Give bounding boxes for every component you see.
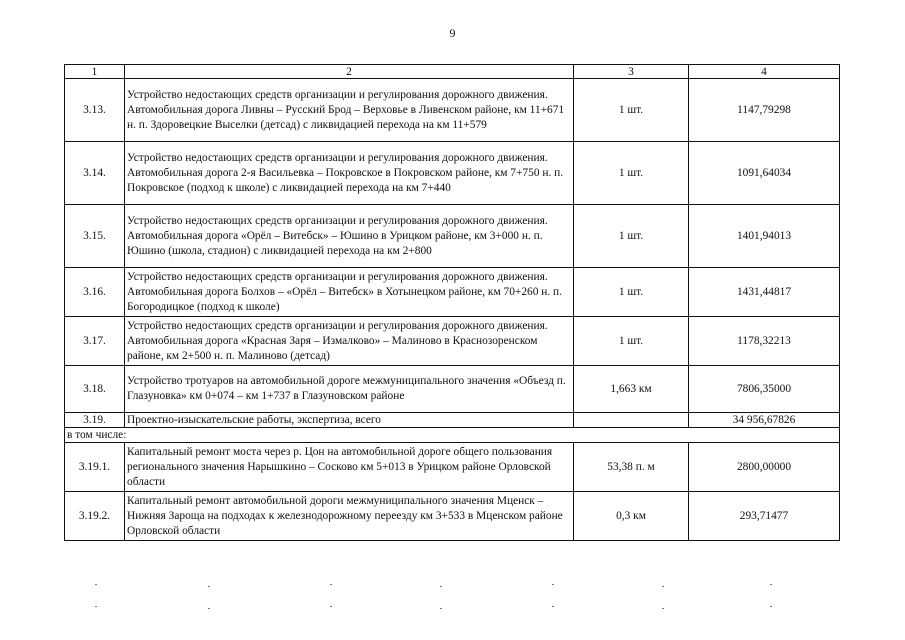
row-description: Проектно-изыскательские работы, экспертиза, всего (125, 413, 574, 428)
row-quantity: 1 шт. (574, 79, 689, 142)
row-number: 3.14. (65, 142, 125, 205)
row-description: Устройство недостающих средств организации и регулирования дорожного движения. Автомобильная дорога «Орёл – Витебск» – Юшино в Урицком районе, км 3+000 н. п. Юшино (школа, стадион) с ликвидацией перехода на км 2+800 (125, 205, 574, 268)
table-row-total (65, 413, 840, 428)
row-quantity: 53,38 п. м (574, 443, 689, 492)
table-subheader-row (65, 428, 840, 443)
table-row (65, 492, 840, 541)
scan-dot (440, 586, 442, 587)
header-col-4: 4 (689, 65, 840, 79)
row-amount: 7806,35000 (689, 366, 840, 413)
row-number: 3.19.2. (65, 492, 125, 541)
row-quantity: 1,663 км (574, 366, 689, 413)
row-number: 3.18. (65, 366, 125, 413)
scan-dot (330, 606, 332, 607)
row-number: 3.16. (65, 268, 125, 317)
scan-dot (330, 584, 332, 585)
row-description: Устройство недостающих средств организации и регулирования дорожного движения. Автомобильная дорога «Красная Заря – Измалково» – Малиново в Краснозоренском районе, км 2+500 н. п. Малиново (детсад) (125, 317, 574, 366)
table-row (65, 366, 840, 413)
row-number: 3.15. (65, 205, 125, 268)
table-row (65, 79, 840, 142)
table-row (65, 317, 840, 366)
row-amount: 1178,32213 (689, 317, 840, 366)
row-number: 3.17. (65, 317, 125, 366)
scan-dot (770, 606, 772, 607)
row-quantity: 1 шт. (574, 317, 689, 366)
row-quantity (574, 413, 689, 428)
row-description: Капитальный ремонт автомобильной дороги межмуниципального значения Мценск – Нижняя Зароща на подходах к железнодорожному переезду км 3+533 в Мценском районе Орловской области (125, 492, 574, 541)
row-description: Устройство недостающих средств организации и регулирования дорожного движения. Автомобильная дорога Болхов – «Орёл – Витебск» в Хотынецком районе, км 70+260 н. п. Богородицкое (подход к школе) (125, 268, 574, 317)
scan-dot (552, 606, 554, 607)
scan-dot (662, 608, 664, 609)
including-label: в том числе: (65, 428, 840, 443)
row-quantity: 1 шт. (574, 142, 689, 205)
scan-noise (0, 582, 905, 622)
row-description: Капитальный ремонт моста через р. Цон на автомобильной дороге общего пользования регионального значения Нарышкино – Сосково км 5+013 в Урицком районе Орловской области (125, 443, 574, 492)
row-quantity: 0,3 км (574, 492, 689, 541)
scan-dot (95, 606, 97, 607)
works-table (64, 64, 840, 541)
table-row (65, 142, 840, 205)
table-row (65, 205, 840, 268)
table-header-row (65, 65, 840, 79)
row-number: 3.19. (65, 413, 125, 428)
row-amount: 1147,79298 (689, 79, 840, 142)
row-description: Устройство недостающих средств организации и регулирования дорожного движения. Автомобильная дорога 2-я Васильевка – Покровское в Покровском районе, км 7+750 н. п. Покровское (подход к школе) с ликвидацией перехода на км 7+440 (125, 142, 574, 205)
row-number: 3.19.1. (65, 443, 125, 492)
scan-dot (770, 584, 772, 585)
header-col-3: 3 (574, 65, 689, 79)
row-amount: 293,71477 (689, 492, 840, 541)
row-amount: 2800,00000 (689, 443, 840, 492)
table-row (65, 443, 840, 492)
table-row (65, 268, 840, 317)
row-description: Устройство тротуаров на автомобильной дороге межмуниципального значения «Объезд п. Глазуновка» км 0+074 – км 1+737 в Глазуновском районе (125, 366, 574, 413)
row-amount: 34 956,67826 (689, 413, 840, 428)
scan-dot (95, 584, 97, 585)
row-amount: 1401,94013 (689, 205, 840, 268)
scan-dot (208, 586, 210, 587)
header-col-1: 1 (65, 65, 125, 79)
row-quantity: 1 шт. (574, 205, 689, 268)
scan-dot (208, 608, 210, 609)
scan-dot (552, 584, 554, 585)
header-col-2: 2 (125, 65, 574, 79)
scan-dot (440, 608, 442, 609)
scan-dot (662, 586, 664, 587)
row-amount: 1431,44817 (689, 268, 840, 317)
row-number: 3.13. (65, 79, 125, 142)
row-quantity: 1 шт. (574, 268, 689, 317)
row-amount: 1091,64034 (689, 142, 840, 205)
page-number: 9 (449, 26, 456, 40)
row-description: Устройство недостающих средств организации и регулирования дорожного движения. Автомобильная дорога Ливны – Русский Брод – Верховье в Ливенском районе, км 11+671 н. п. Здоровецкие Выселки (детсад) с ликвидацией перехода на км 11+579 (125, 79, 574, 142)
